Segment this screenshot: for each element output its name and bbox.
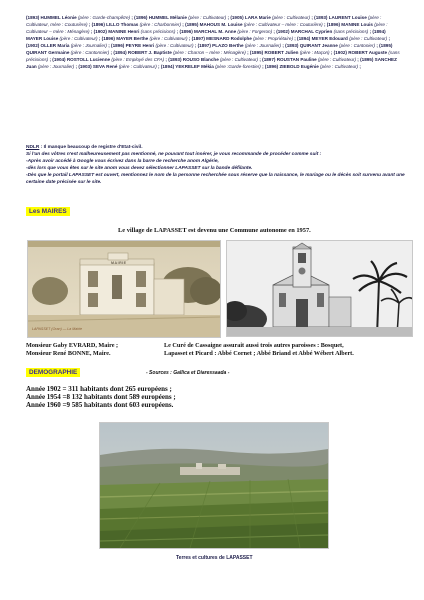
parent-occupation: (sans précisions)	[333, 29, 369, 34]
parent-occupation: (père : Charbonnier)	[139, 22, 181, 27]
priest-caption-2: Lapasset et Picard : Abbé Cornet ; Abbé Briand et Abbé Wébert Albert.	[164, 350, 354, 357]
parent-occupation: (père : Journalier)	[244, 43, 282, 48]
person-entry: (1893) HUMMEL Léonie	[26, 15, 78, 20]
person-entry: ; (1897) PLAZO Berthe	[193, 43, 245, 48]
parent-occupation: (père : Cultivateur)	[59, 36, 98, 41]
person-entry: ; (1896) PEYRE Henri	[106, 43, 156, 48]
person-entry: ; (1894) MAYER Louise	[26, 29, 386, 41]
parent-occupation: (père : Cultivateur)	[188, 15, 227, 20]
person-entry: ; (1902) ROBERT Auguste	[329, 50, 389, 55]
parent-occupation: (père : Charron – mère : Ménagère)	[173, 50, 246, 55]
church-illustration	[227, 241, 412, 336]
person-entry: ; (1894) ROBERT J. Baptiste	[109, 50, 174, 55]
mairie-photo	[27, 240, 221, 338]
landscape-illustration	[100, 423, 328, 548]
parent-occupation: (père : Cultivateur)	[272, 15, 311, 20]
demographie-sources: - Sources : Gallica et Diaressaada -	[146, 370, 230, 376]
landscape-caption: Terres et cultures de LAPASSET	[176, 555, 253, 561]
person-entry: ; (1893) ROUSO Blanche	[164, 57, 221, 62]
parent-occupation: (père : Employé des CFA)	[111, 57, 165, 62]
person-entry: ; (1902) MANINE Henri	[89, 29, 141, 34]
person-entry: ; (1897) ROUSTAN Pauline	[258, 57, 318, 62]
parent-occupation: (père : Garde-champêtre)	[78, 15, 131, 20]
parent-occupation: (père : Cultivateur)	[349, 36, 388, 41]
mairie-sign: MAIRIE	[111, 261, 127, 265]
person-entry: ; (1895) QUIRANT Germaine	[26, 43, 393, 55]
parent-occupation: (sans précisions)	[26, 50, 400, 62]
ndlr-line: Si l'un des vôtres n'est malheureusement pas mentionné, ne pouvant tout insérer, je vous recommande de procéder comme suit :	[26, 152, 322, 157]
person-entry: ; (1895) MAHOUS M. Louise	[180, 22, 244, 27]
maires-intro: Le village de LAPASSET est devenu une Commune autonome en 1957.	[118, 227, 311, 234]
mairie-illustration	[28, 241, 220, 337]
ndlr-text: : Il manque beaucoup de registre d'Etat-civil.	[39, 145, 143, 150]
parent-occupation: (père : Cultivateur)	[320, 64, 359, 69]
person-entry: ; (1896) MANINE Louis	[322, 22, 375, 27]
person-entry: ; (1904) ROSTOLL Lucienne	[48, 57, 112, 62]
person-entry: ; (1895) ROBERT Julien	[245, 50, 300, 55]
person-entry: ; (1902) OLLER Maria	[26, 36, 390, 48]
person-entry: ; (1896) MAYER Berthe	[97, 36, 150, 41]
priest-caption-1: Le Curé de Cassaigne assurait aussi trois autres paroisses : Bosquet,	[164, 342, 344, 349]
parent-occupation: (père : Cultivateur)	[118, 64, 157, 69]
population-line: Année 1902 = 311 habitants dont 265 européens ;	[26, 385, 172, 393]
parent-occupation: (père : Forgeron)	[237, 29, 273, 34]
population-line: Année 1960 =9 585 habitants dont 603 européens.	[26, 401, 174, 409]
postcard-label: LAPASSET (Oran) — La Mairie	[32, 327, 83, 331]
person-entry: ; (1896) LILLO Thomas	[87, 22, 140, 27]
parent-occupation: (père :Garde-forestier)	[215, 64, 261, 69]
person-entry: ; (1905) LARA Marie	[226, 15, 273, 20]
person-entry: ; (1896) MARCHAL M. Anne	[175, 29, 238, 34]
landscape-photo	[99, 422, 329, 549]
mayor-caption-2: Monsieur René BONNE, Maire.	[26, 350, 111, 357]
parent-occupation: (père : Cultivateur)	[317, 57, 357, 62]
person-entry: ; (1896) ZIEBOLD Eugénie	[260, 64, 321, 69]
person-entry: ; (1894) MEYER Edouard	[292, 36, 350, 41]
ndlr-note	[26, 144, 406, 186]
person-entry: ; (1894) YEKRELEF Mékia	[156, 64, 216, 69]
mayor-caption-1: Monsieur Gaby EVRARD, Maire ;	[26, 342, 119, 349]
ndlr-first-line	[26, 144, 406, 151]
parent-occupation: (père : Cultivateur, mère : Couturière)	[26, 15, 382, 27]
ndlr-line: -Après avoir accédé à Google vous écrivez dans la barre de recherche anom Algérie,	[26, 159, 219, 164]
ndlr-line: -Dès que le portail LAPASSET est ouvert, mentionnez le nom de la personne recherchée sous réserve que la naissance, le mariage ou le décès soit survenu avant une certaine date précisée sur le site.	[26, 173, 405, 185]
maires-heading: Les MAIRES	[26, 207, 70, 216]
parent-occupation: (père : Journalier)	[70, 43, 107, 48]
person-entry: ; (1895) SANCHEZ Juan	[26, 57, 397, 69]
parent-occupation: (père : Propriétaire)	[253, 36, 293, 41]
parent-occupation: (sans précisions)	[140, 29, 176, 34]
population-line: Année 1954 =8 132 habitants dont 589 européens ;	[26, 393, 176, 401]
parent-occupation: (père : Cantonier)	[339, 43, 376, 48]
person-entry: ; (1902) MARCHAL Cyprien	[272, 29, 334, 34]
person-entry: ; (1893) LAURENT Louise	[310, 15, 369, 20]
parent-occupation: (père : Cultivateur)	[155, 43, 194, 48]
parent-occupation: (père : Cultivateur – mère : Ménagère)	[26, 22, 388, 34]
demographie-heading: DEMOGRAPHIE	[26, 368, 80, 377]
person-entry: ; (1903) SEVA René	[74, 64, 119, 69]
person-entry: ;	[358, 64, 361, 69]
ndlr-line: -dès lors que vous êtes sur le site anom vous devez sélectionner LAPASSET sur la bande défilante.	[26, 166, 253, 171]
parent-occupation: (père : Cantonnier)	[70, 50, 110, 55]
person-entry: ; (1897) MESNARD Rodolphe	[187, 36, 254, 41]
parent-occupation: (père : Cultivateur – mère : Couturière)	[243, 22, 323, 27]
register-paragraph	[26, 14, 400, 70]
parent-occupation: (père : Cultivateur)	[149, 36, 188, 41]
ndlr-label: NDLR	[26, 145, 40, 150]
parent-occupation: (père : Maçon)	[299, 50, 330, 55]
church-photo	[226, 240, 413, 337]
person-entry: ; (1896) HUMMEL Mélanie	[130, 15, 189, 20]
parent-occupation: (père : Cultivateur)	[220, 57, 259, 62]
person-entry: ; (1893) QUIRANT Jeanne	[281, 43, 340, 48]
parent-occupation: (père : Journalier)	[38, 64, 75, 69]
